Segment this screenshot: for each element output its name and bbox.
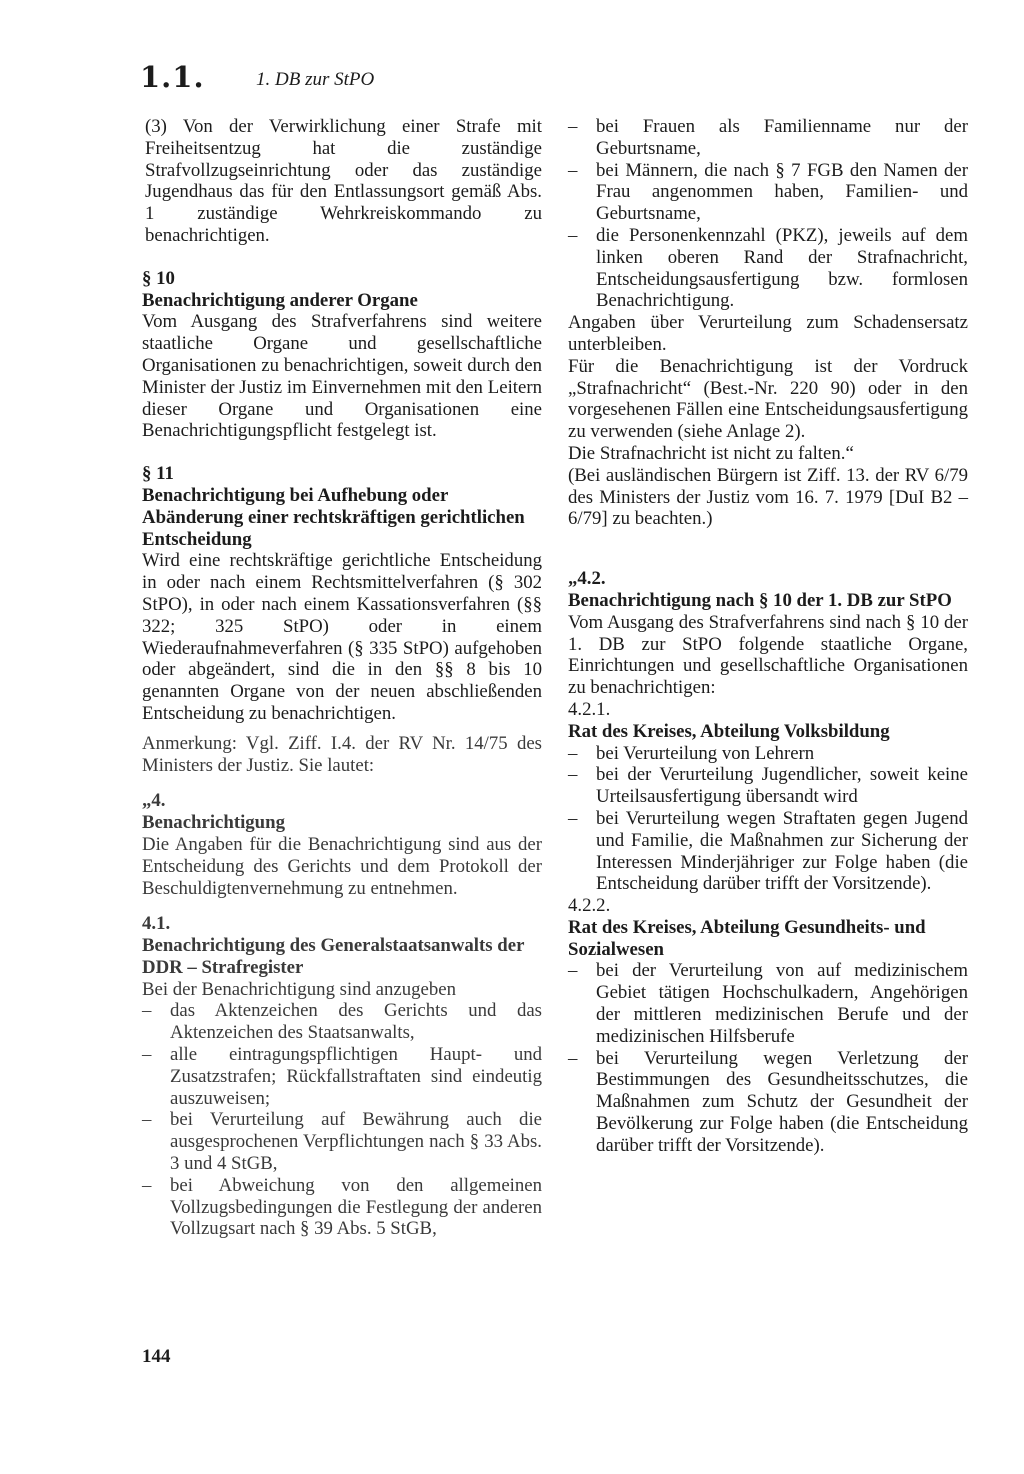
paragraph-damages: Angaben über Verurteilung zum Schadensersatz unterbleiben.: [568, 312, 968, 355]
note-4-2: [568, 568, 968, 699]
running-title: 1. DB zur StPO: [256, 69, 375, 90]
paragraph-form: Für die Benachrichtigung ist der Vordruck „Strafnachricht“ (Best.-Nr. 220 90) oder in den vorgesehenen Fällen eine Entscheidungsausfertigung zu verwenden (siehe Anlage 2).: [568, 355, 968, 443]
list-item: – bei der Verurteilung von auf medizinischem Gebiet tätigen Hochschulkadern, Angehörigen der mittleren medizinischen Berufe und der medizinischen Hilfsberufe: [568, 960, 968, 1047]
page-number: 144: [142, 1346, 171, 1367]
list-item: – bei Verurteilung auf Bewährung auch die ausgesprochenen Verpflichtungen nach § 33 Abs. 3 und 4 StGB,: [142, 1109, 542, 1174]
note-4-title: Benachrichtigung: [142, 812, 285, 834]
note-4-body: Die Angaben für die Benachrichtigung sind aus der Entscheidung des Gerichts und dem Protokoll der Beschuldigtenvernehmung zu entnehmen.: [142, 833, 542, 899]
section-10: [142, 268, 542, 442]
note-4-2-1-list: [568, 743, 968, 896]
continued-list: [568, 116, 968, 312]
right-column: [568, 116, 968, 1157]
note-4-number: „4.: [142, 790, 166, 812]
note-4-2-1-title: Rat des Kreises, Abteilung Volksbildung: [568, 720, 890, 742]
note-4-2-1: [568, 699, 968, 895]
note-4-2-body: Vom Ausgang des Strafverfahrens sind nach § 10 der 1. DB zur StPO folgende staatliche Organe, Einrichtungen und gesellschaftliche Organisationen zu benachrichtigen:: [568, 611, 968, 699]
note-4-2-number: „4.2.: [568, 568, 606, 590]
paragraph-foreigners: (Bei ausländischen Bürgern ist Ziff. 13. der RV 6/79 des Ministers der Justiz vom 16. 7. 1979 [DuI B2 – 6/79] zu beachten.): [568, 464, 968, 530]
note-4-1-list: [142, 1000, 542, 1240]
note-4-2-2-number: 4.2.2.: [568, 895, 611, 917]
paragraph-3-text: (3) Von der Verwirklichung einer Strafe mit Freiheitsentzug hat die zuständige Strafvollzugseinrichtung oder das zuständige Jugendhaus das für den Entlassungsort gemäß Abs. 1 zuständige Wehrkreiskommando zu benachrichtigen.: [145, 116, 542, 246]
section-11-title: Benachrichtigung bei Aufhebung oder Abänderung einer rechtskräftigen gerichtlichen Entscheidung: [142, 484, 525, 550]
note-4-2-2: [568, 895, 968, 1157]
paragraph-folding: Die Strafnachricht ist nicht zu falten.“: [568, 442, 854, 464]
list-item: – bei der Verurteilung Jugendlicher, soweit keine Urteilsausfertigung übersandt wird: [568, 764, 968, 808]
list-item: – bei Verurteilung wegen Verletzung der Bestimmungen des Gesundheitsschutzes, die Maßnahmen zum Schutz der Gesundheit der Bevölkerung zur Folge haben (die Entscheidung darüber trifft der Vorsitzende).: [568, 1048, 968, 1157]
list-item: – die Personenkennzahl (PKZ), jeweils auf dem linken oberen Rand der Strafnachricht, Entscheidungsausfertigung bzw. formlosen Benachrichtigung.: [568, 225, 968, 312]
note-4-2-2-list: [568, 960, 968, 1156]
note-4-1-body: Bei der Benachrichtigung sind anzugeben: [142, 978, 456, 1000]
section-10-number: § 10: [142, 267, 175, 289]
list-item: – das Aktenzeichen des Gerichts und das Aktenzeichen des Staatsanwalts,: [142, 1000, 542, 1044]
section-11-number: § 11: [142, 463, 174, 485]
section-10-title: Benachrichtigung anderer Organe: [142, 289, 418, 311]
list-item: – bei Frauen als Familienname nur der Geburtsname,: [568, 116, 968, 160]
section-10-body: Vom Ausgang des Strafverfahrens sind weitere staatliche Organe und gesellschaftliche Organisationen zu benachrichtigen, soweit durch den Minister der Justiz im Einvernehmen mit den Leitern dieser Organe und Organisationen eine Benachrichtigungspflicht festgelegt ist.: [142, 311, 542, 442]
list-item: – bei Abweichung von den allgemeinen Vollzugsbedingungen die Festlegung der anderen Vollzugsart nach § 39 Abs. 5 StGB,: [142, 1175, 542, 1240]
left-column: [142, 116, 542, 1240]
note-4-2-1-number: 4.2.1.: [568, 698, 611, 720]
list-item: – bei Verurteilung von Lehrern: [568, 743, 968, 765]
section-number: 1.1.: [140, 60, 205, 94]
note-4-1: [142, 913, 542, 1240]
list-item: – alle eintragungspflichtigen Haupt- und Zusatzstrafen; Rückfallstraftaten sind eindeutig auszuweisen;: [142, 1044, 542, 1109]
list-item: – bei Männern, die nach § 7 FGB den Namen der Frau angenommen haben, Familien- und Geburtsname,: [568, 160, 968, 225]
list-item: – bei Verurteilung wegen Straftaten gegen Jugend und Familie, die Maßnahmen zur Sicherung der Interessen Minderjähriger zur Folge haben (die Entscheidung darüber trifft der Vorsitzende).: [568, 808, 968, 895]
note-4-1-title: Benachrichtigung des Generalstaatsanwalts der DDR – Strafregister: [142, 935, 525, 978]
annotation-note: Anmerkung: Vgl. Ziff. I.4. der RV Nr. 14/75 des Ministers der Justiz. Sie lautet:: [142, 732, 542, 776]
note-4-1-number: 4.1.: [142, 913, 171, 935]
paragraph-3: [142, 116, 542, 247]
note-4-2-title: Benachrichtigung nach § 10 der 1. DB zur StPO: [568, 589, 952, 611]
section-11-body: Wird eine rechtskräftige gerichtliche Entscheidung in oder nach einem Rechtsmittelverfahren (§ 302 StPO), in oder nach einem Kassationsverfahren (§§ 322; 325 StPO) oder in einem Wiederaufnahmeverfahren (§ 335 StPO) aufgehoben oder abgeändert, sind die in den §§ 8 bis 10 genannten Organe von der neuen abschließenden Entscheidung zu benachrichtigen.: [142, 550, 542, 724]
note-4-2-2-title: Rat des Kreises, Abteilung Gesundheits- und Sozialwesen: [568, 916, 926, 960]
section-11: [142, 463, 542, 725]
note-4: [142, 790, 542, 899]
